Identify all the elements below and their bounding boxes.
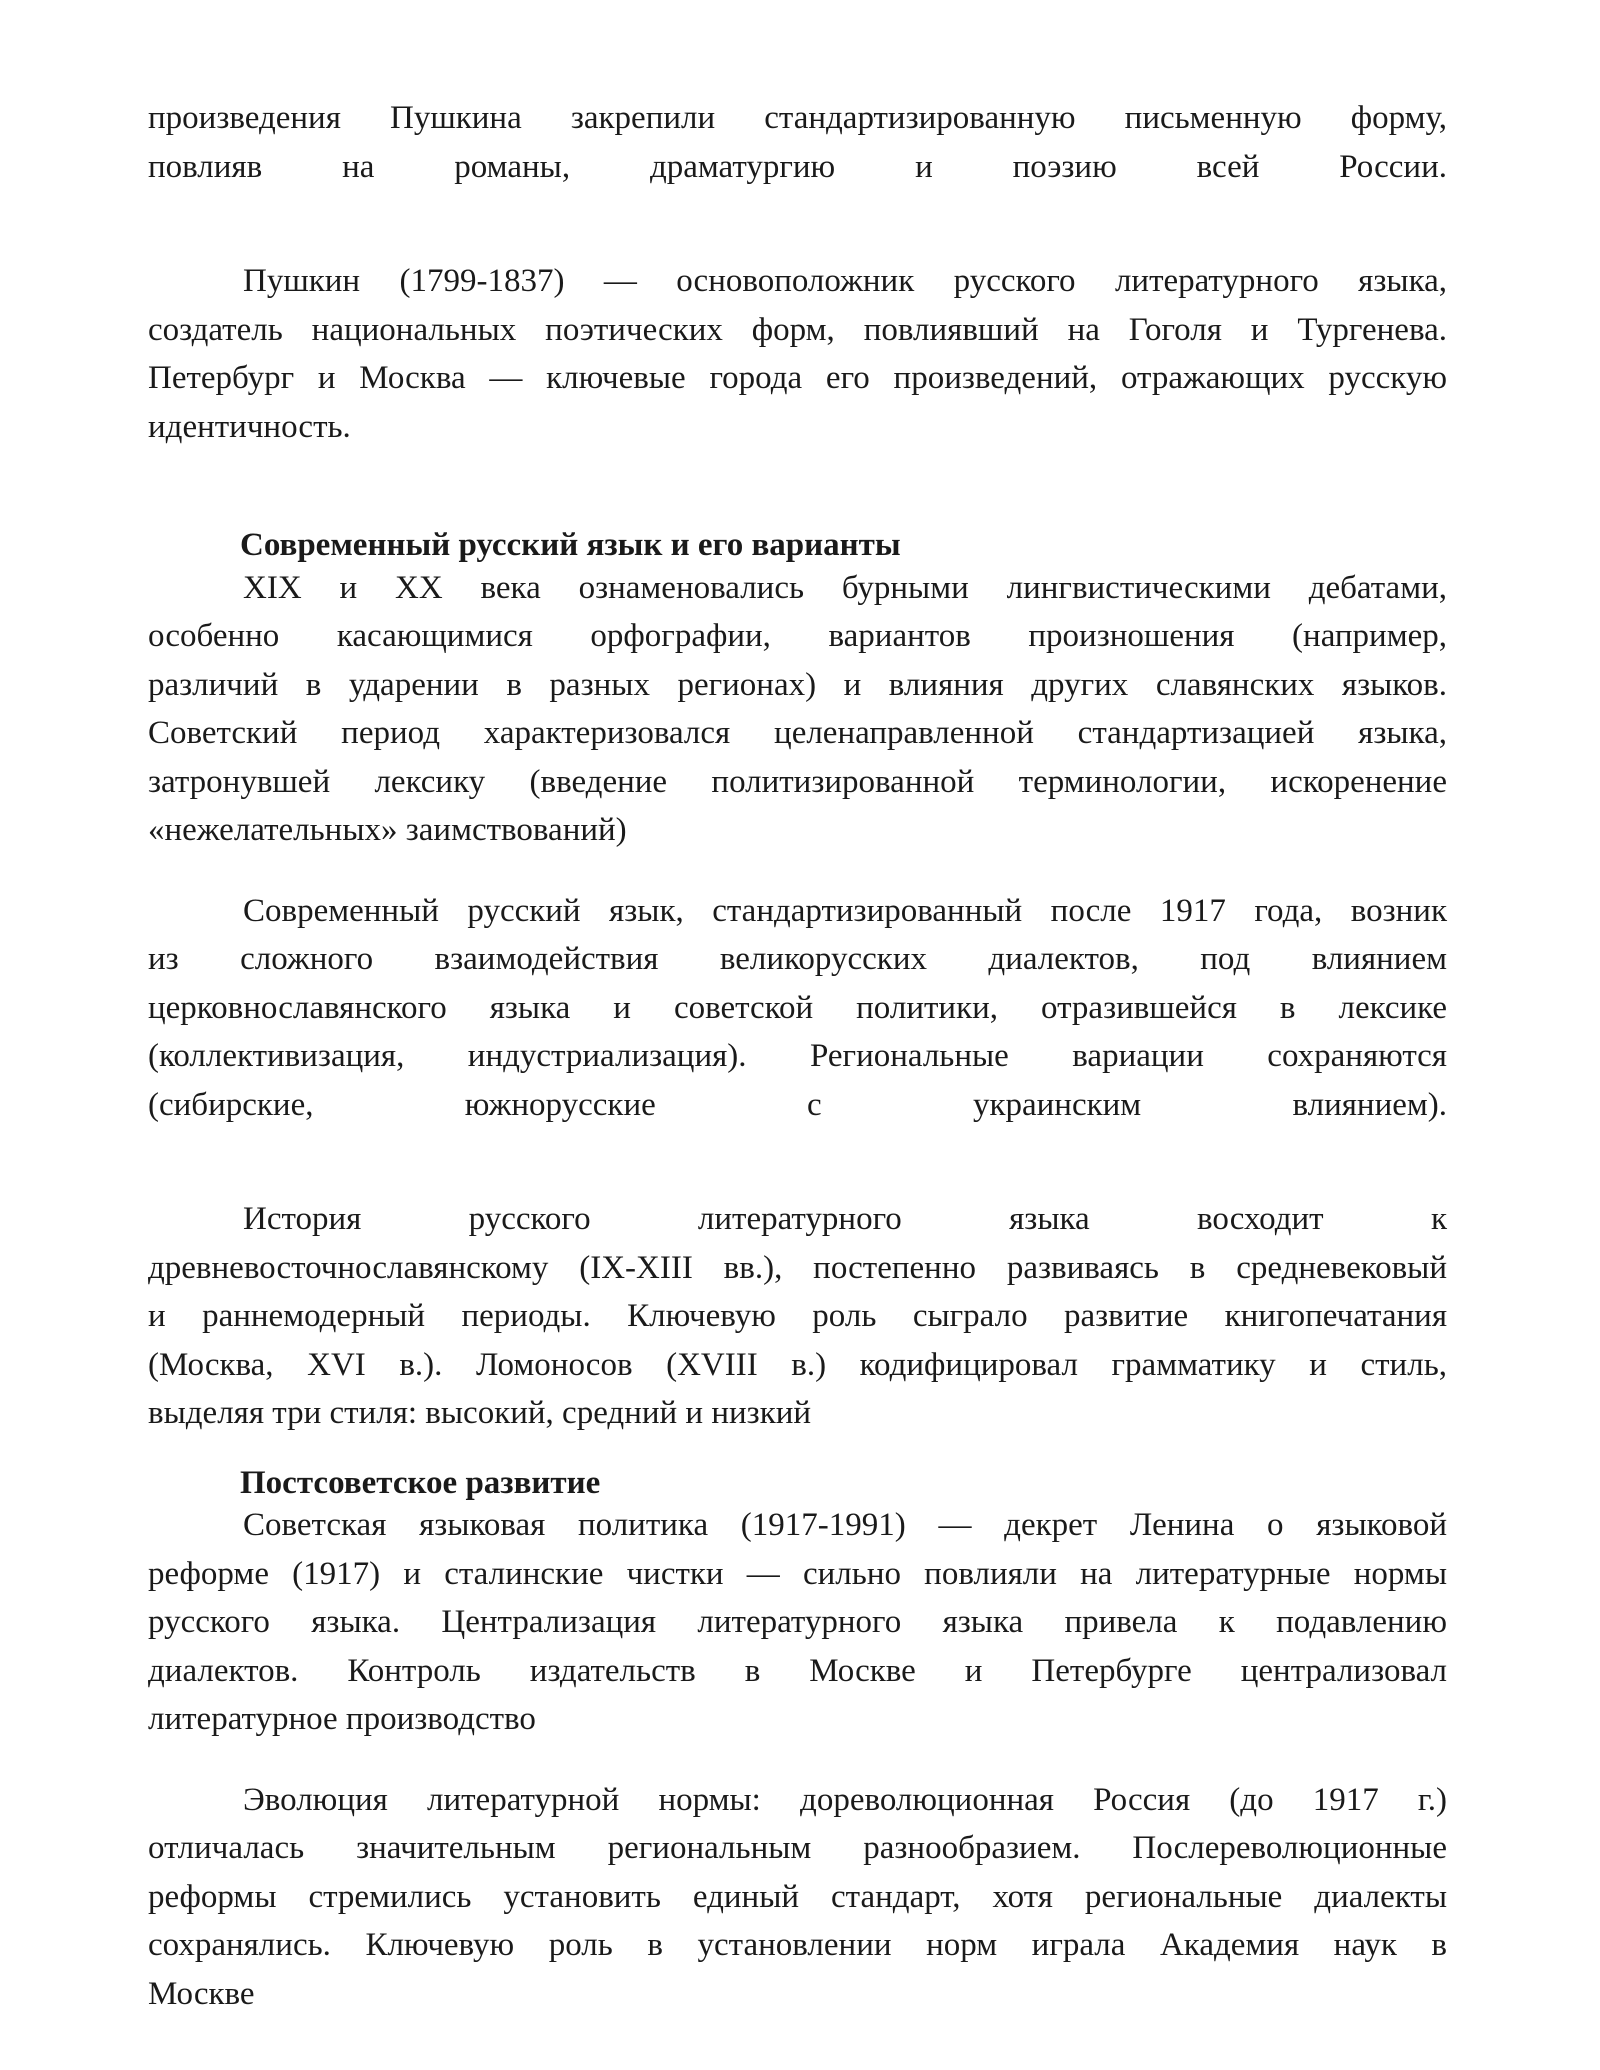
text-line: создатель национальных поэтических форм, повлиявший на Гоголя и Тургенева. bbox=[148, 311, 1447, 348]
paragraph-history-literary-language bbox=[148, 1195, 1447, 1438]
text-line: русского языка. Централизация литературного языка привела к подавлению bbox=[148, 1604, 1447, 1640]
text-line: литературное производство bbox=[148, 1701, 536, 1737]
text-line: идентичность. bbox=[148, 408, 351, 445]
text-line: (Москва, XVI в.). Ломоносов (XVIII в.) кодифицировал грамматику и стиль, bbox=[148, 1346, 1447, 1383]
text-line: История русского литературного языка восходит к bbox=[243, 1201, 1447, 1237]
text-line: отличалась значительным региональным разнообразием. Послереволюционные bbox=[148, 1830, 1447, 1866]
text-line: древневосточнославянскому (IX-XIII вв.), постепенно развиваясь в средневековый bbox=[148, 1249, 1447, 1286]
text-line: церковнославянского языка и советской политики, отразившейся в лексике bbox=[148, 989, 1447, 1026]
text-line: различий в ударении в разных регионах) и влияния других славянских языков. bbox=[148, 666, 1447, 703]
text-line: Советский период характеризовался целенаправленной стандартизацией языка, bbox=[148, 715, 1447, 751]
paragraph-modern-standardized bbox=[148, 887, 1447, 1130]
text-line: «нежелательных» заимствований) bbox=[148, 812, 627, 848]
text-line: реформы стремились установить единый стандарт, хотя региональные диалекты bbox=[148, 1878, 1447, 1915]
text-line: из сложного взаимодействия великорусских диалектов, под влиянием bbox=[148, 941, 1447, 977]
text-line: Эволюция литературной нормы: дореволюционная Россия (до 1917 г.) bbox=[243, 1781, 1447, 1818]
text-line: Пушкин (1799-1837) — основоположник русского литературного языка, bbox=[243, 263, 1447, 299]
paragraph-literary-norm-evolution bbox=[148, 1776, 1447, 2019]
paragraph-pushkin-bio bbox=[148, 257, 1447, 451]
paragraph-soviet-language-policy bbox=[148, 1501, 1447, 1744]
section-heading-post-soviet: Постсоветское развитие bbox=[240, 1464, 601, 1501]
text-line: и раннемодерный периоды. Ключевую роль сыграло развитие книгопечатания bbox=[148, 1298, 1447, 1334]
text-line: (коллективизация, индустриализация). Региональные вариации сохраняются bbox=[148, 1038, 1447, 1074]
text-line: Петербург и Москва — ключевые города его произведений, отражающих русскую bbox=[148, 360, 1447, 396]
text-line: Москве bbox=[148, 1975, 255, 2012]
text-line: XIX и XX века ознаменовались бурными лингвистическими дебатами, bbox=[243, 569, 1447, 606]
text-line: особенно касающимися орфографии, вариантов произношения (например, bbox=[148, 618, 1447, 654]
text-line: (сибирские, южнорусские с украинским влиянием). bbox=[148, 1086, 1447, 1123]
text-line: диалектов. Контроль издательств в Москве и Петербурге централизовал bbox=[148, 1652, 1447, 1689]
paragraph-xix-xx-debates bbox=[148, 564, 1447, 855]
text-line: повлияв на романы, драматургию и поэзию всей России. bbox=[148, 148, 1447, 185]
text-line: выделяя три стиля: высокий, средний и низкий bbox=[148, 1395, 812, 1431]
paragraph-pushkin-forms bbox=[148, 94, 1447, 191]
text-line: затронувшей лексику (введение политизированной терминологии, искоренение bbox=[148, 763, 1447, 800]
text-line: Современный русский язык, стандартизированный после 1917 года, возник bbox=[243, 892, 1447, 929]
section-heading-modern-russian: Современный русский язык и его варианты bbox=[240, 527, 901, 563]
text-line: Советская языковая политика (1917-1991) — декрет Ленина о языковой bbox=[243, 1507, 1447, 1543]
text-line: произведения Пушкина закрепили стандартизированную письменную форму, bbox=[148, 100, 1447, 136]
text-line: реформе (1917) и сталинские чистки — сильно повлияли на литературные нормы bbox=[148, 1555, 1447, 1592]
text-line: сохранялись. Ключевую роль в установлении норм играла Академия наук в bbox=[148, 1927, 1447, 1963]
